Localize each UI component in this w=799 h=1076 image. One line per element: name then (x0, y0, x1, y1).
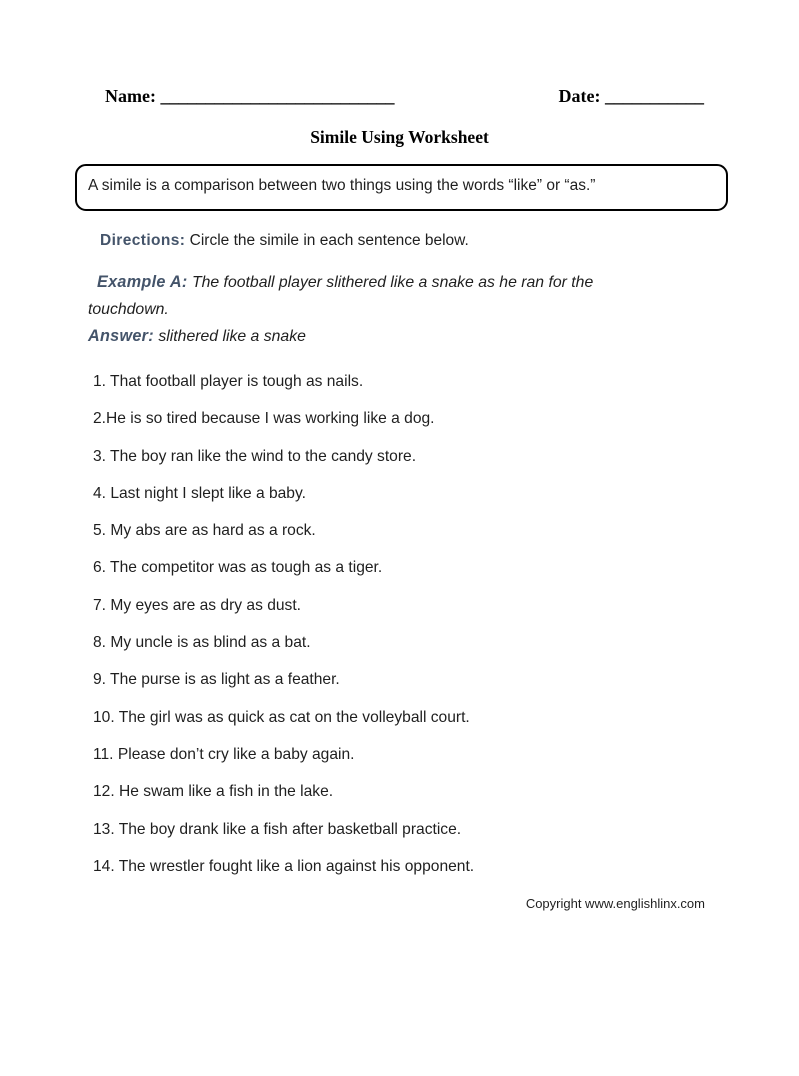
answer-label: Answer: (88, 327, 154, 345)
definition-text: A simile is a comparison between two things using the words “like” or “as.” (88, 177, 596, 194)
sentence-item-11: 11. Please don’t cry like a baby again. (93, 745, 355, 763)
answer-text: slithered like a snake (158, 328, 306, 345)
answer-line (88, 323, 640, 350)
example-text: The football player slithered like a snake as he ran for the touchdown. (88, 274, 594, 318)
sentence-item-6: 6. The competitor was as tough as a tiger. (93, 559, 383, 577)
sentence-item-8: 8. My uncle is as blind as a bat. (93, 634, 311, 652)
directions-label: Directions: (100, 232, 186, 249)
directions-text: Circle the simile in each sentence below. (189, 232, 469, 249)
sentence-list (93, 374, 739, 875)
example-label: Example A: (97, 273, 188, 291)
page-title: Simile Using Worksheet (310, 127, 489, 147)
name-field-group (105, 86, 394, 107)
sentence-item-10: 10. The girl was as quick as cat on the volleyball court. (93, 708, 470, 726)
directions-line (100, 232, 739, 250)
name-label: Name: (105, 86, 156, 106)
sentence-item-14: 14. The wrestler fought like a lion against his opponent. (93, 857, 475, 875)
sentence-item-1: 1. That football player is tough as nails. (93, 373, 364, 390)
worksheet-page (0, 86, 799, 1076)
example-paragraph (88, 269, 640, 323)
copyright-text: Copyright www.englishlinx.com (525, 896, 705, 912)
date-blank-line: ___________ (605, 86, 704, 106)
header-row (105, 86, 704, 107)
definition-box (75, 164, 728, 211)
date-label: Date: (558, 86, 601, 106)
name-blank-line: __________________________ (160, 86, 395, 106)
date-field-group (559, 86, 704, 107)
sentence-item-9: 9. The purse is as light as a feather. (93, 671, 340, 689)
sentence-item-13: 13. The boy drank like a fish after basketball practice. (93, 820, 462, 838)
sentence-item-12: 12. He swam like a fish in the lake. (93, 783, 334, 801)
sentence-item-3: 3. The boy ran like the wind to the candy store. (93, 447, 417, 465)
example-block (88, 269, 640, 350)
sentence-item-7: 7. My eyes are as dry as dust. (93, 596, 302, 614)
sentence-item-4: 4. Last night I slept like a baby. (93, 484, 306, 502)
sentence-item-5: 5. My abs are as hard as a rock. (93, 522, 316, 540)
sentence-item-2: 2.He is so tired because I was working like a dog. (93, 410, 435, 428)
